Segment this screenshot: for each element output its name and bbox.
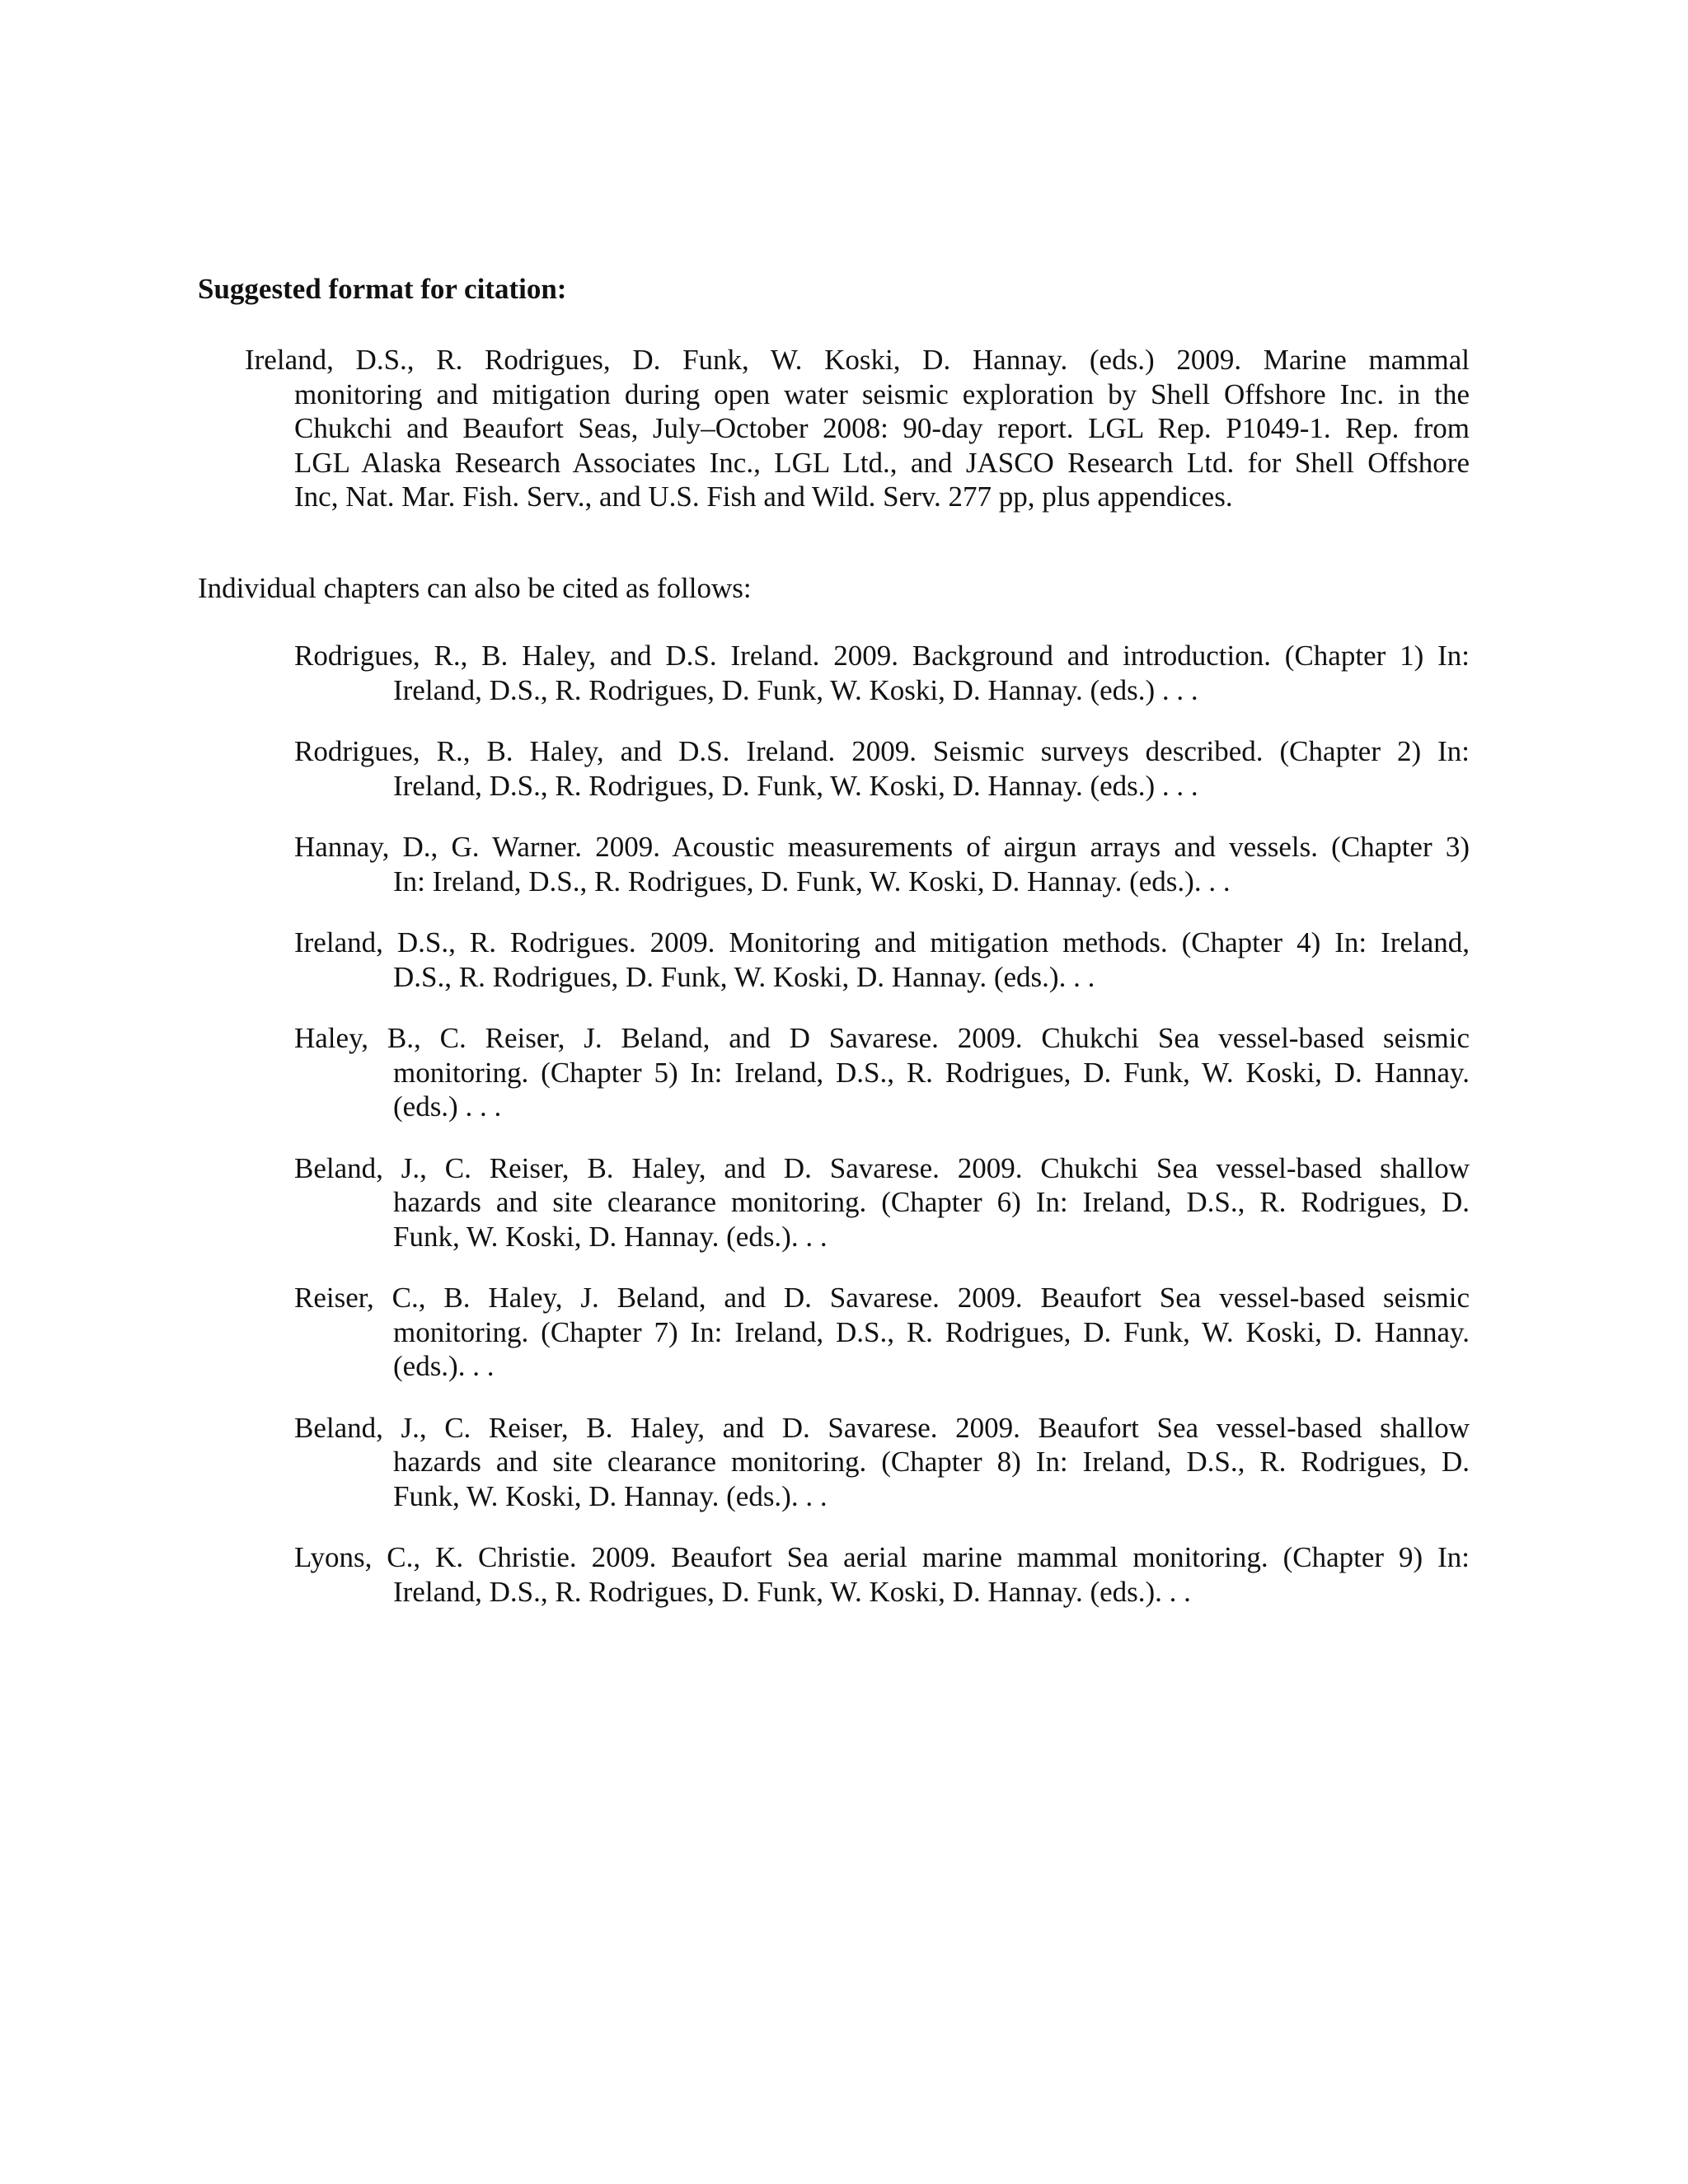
chapter-citation-line: monitoring. (Chapter 7) In: Ireland, D.S., R. Rodrigues, D. Funk, W. Koski, D. Hannay. — [393, 1315, 1470, 1348]
main-citation-line: Chukchi and Beaufort Seas, July–October 2008: 90-day report. LGL Rep. P1049-1. Rep. from — [294, 412, 1470, 444]
chapters-intro-text: Individual chapters can also be cited as follows: — [198, 572, 752, 604]
main-citation-line: Ireland, D.S., R. Rodrigues, D. Funk, W. Koski, D. Hannay. (eds.) 2009. Marine mammal — [245, 344, 1470, 376]
chapter-citation-5 — [294, 1021, 1470, 1124]
chapter-citation-line: Beland, J., C. Reiser, B. Haley, and D. Savarese. 2009. Chukchi Sea vessel-based shallow — [294, 1151, 1470, 1184]
chapter-citation-line: Ireland, D.S., R. Rodrigues, D. Funk, W. Koski, D. Hannay. (eds.). . . — [393, 1575, 1191, 1608]
chapter-citation-7 — [294, 1281, 1470, 1384]
chapter-citation-line: Rodrigues, R., B. Haley, and D.S. Ireland. 2009. Seismic surveys described. (Chapter 2) In: — [294, 735, 1470, 767]
main-citation-line: Inc, Nat. Mar. Fish. Serv., and U.S. Fish and Wild. Serv. 277 pp, plus appendices. — [294, 480, 1233, 513]
chapter-citation-line: Lyons, C., K. Christie. 2009. Beaufort Sea aerial marine mammal monitoring. (Chapter 9) In: — [294, 1541, 1470, 1573]
chapter-citation-line: Rodrigues, R., B. Haley, and D.S. Ireland. 2009. Background and introduction. (Chapter 1) In: — [294, 640, 1470, 672]
chapter-citation-line: Ireland, D.S., R. Rodrigues. 2009. Monitoring and mitigation methods. (Chapter 4) In: Ireland, — [294, 926, 1470, 958]
chapter-citation-line: Hannay, D., G. Warner. 2009. Acoustic measurements of airgun arrays and vessels. (Chapter 3) — [294, 831, 1470, 863]
chapter-citation-3 — [294, 830, 1470, 898]
main-citation — [245, 343, 1470, 514]
citation-heading: Suggested format for citation: — [198, 273, 567, 305]
chapter-citation-line: Funk, W. Koski, D. Hannay. (eds.). . . — [393, 1479, 828, 1512]
chapter-citation-6 — [294, 1151, 1470, 1254]
chapter-citation-list — [294, 639, 1470, 1636]
chapter-citation-line: hazards and site clearance monitoring. (Chapter 8) In: Ireland, D.S., R. Rodrigues, D. — [393, 1446, 1470, 1478]
chapter-citation-line: hazards and site clearance monitoring. (Chapter 6) In: Ireland, D.S., R. Rodrigues, D. — [393, 1186, 1470, 1218]
chapter-citation-line: Ireland, D.S., R. Rodrigues, D. Funk, W. Koski, D. Hannay. (eds.) . . . — [393, 673, 1198, 706]
chapter-citation-line: Funk, W. Koski, D. Hannay. (eds.). . . — [393, 1220, 828, 1253]
chapter-citation-line: (eds.). . . — [393, 1350, 495, 1382]
chapter-citation-line: monitoring. (Chapter 5) In: Ireland, D.S., R. Rodrigues, D. Funk, W. Koski, D. Hannay. — [393, 1056, 1470, 1089]
chapter-citation-line: In: Ireland, D.S., R. Rodrigues, D. Funk, W. Koski, D. Hannay. (eds.). . . — [393, 865, 1231, 898]
main-citation-line: LGL Alaska Research Associates Inc., LGL Ltd., and JASCO Research Ltd. for Shell Offshore — [294, 446, 1470, 479]
chapter-citation-8 — [294, 1411, 1470, 1514]
chapter-citation-4 — [294, 926, 1470, 994]
main-citation-line: monitoring and mitigation during open water seismic exploration by Shell Offshore Inc. in the — [294, 377, 1470, 410]
chapter-citation-line: D.S., R. Rodrigues, D. Funk, W. Koski, D. Hannay. (eds.). . . — [393, 960, 1095, 993]
chapter-citation-line: Reiser, C., B. Haley, J. Beland, and D. Savarese. 2009. Beaufort Sea vessel-based seismic — [294, 1282, 1470, 1314]
chapter-citation-line: Haley, B., C. Reiser, J. Beland, and D Savarese. 2009. Chukchi Sea vessel-based seismic — [294, 1022, 1470, 1054]
chapter-citation-9 — [294, 1540, 1470, 1609]
chapter-citation-2 — [294, 734, 1470, 803]
chapter-citation-line: Ireland, D.S., R. Rodrigues, D. Funk, W. Koski, D. Hannay. (eds.) . . . — [393, 769, 1198, 802]
chapter-citation-1 — [294, 639, 1470, 707]
chapter-citation-line: (eds.) . . . — [393, 1090, 502, 1122]
chapter-citation-line: Beland, J., C. Reiser, B. Haley, and D. Savarese. 2009. Beaufort Sea vessel-based shallow — [294, 1411, 1470, 1444]
